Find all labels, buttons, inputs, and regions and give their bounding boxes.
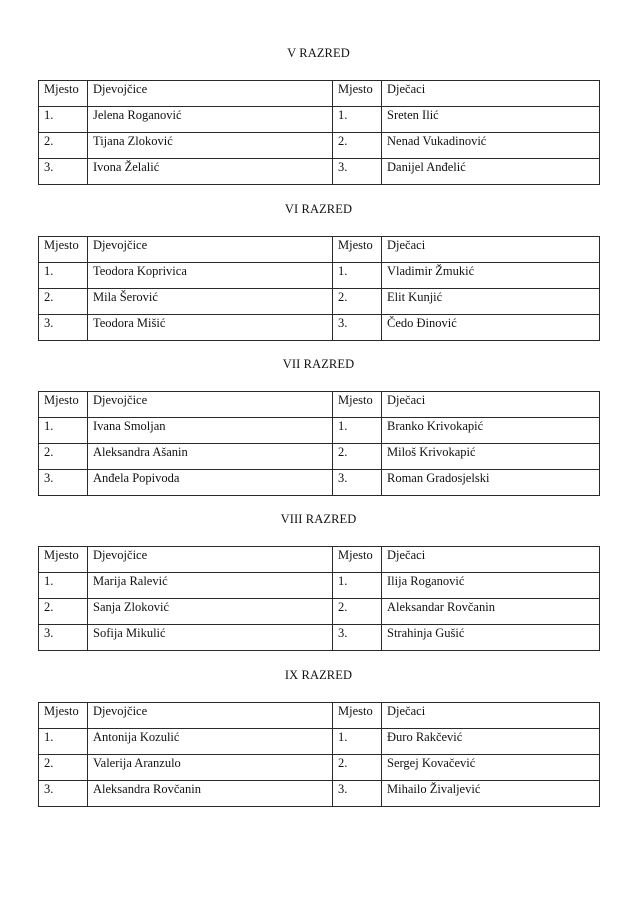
place-boys: 1. <box>333 729 382 755</box>
header-place-boys: Mjesto <box>333 237 382 263</box>
results-table <box>38 391 600 496</box>
boy-name: Aleksandar Rovčanin <box>382 599 600 625</box>
boy-name: Mihailo Živaljević <box>382 781 600 807</box>
table-row <box>39 418 600 444</box>
girl-name: Marija Ralević <box>88 573 333 599</box>
header-girls: Djevojčice <box>88 81 333 107</box>
place-girls: 2. <box>39 133 88 159</box>
table-row <box>39 444 600 470</box>
boy-name: Sreten Ilić <box>382 107 600 133</box>
boy-name: Đuro Rakčević <box>382 729 600 755</box>
place-boys: 3. <box>333 159 382 185</box>
boy-name: Miloš Krivokapić <box>382 444 600 470</box>
grade-heading: VII RAZRED <box>282 357 355 371</box>
place-girls: 3. <box>39 315 88 341</box>
table-row <box>39 755 600 781</box>
table-header-row <box>39 703 600 729</box>
results-table <box>38 546 600 651</box>
place-boys: 1. <box>333 263 382 289</box>
place-boys: 1. <box>333 418 382 444</box>
header-boys: Dječaci <box>382 237 600 263</box>
boy-name: Strahinja Gušić <box>382 625 600 651</box>
boy-name: Roman Gradosjelski <box>382 470 600 496</box>
header-place-boys: Mjesto <box>333 81 382 107</box>
header-place-girls: Mjesto <box>39 547 88 573</box>
girl-name: Tijana Zloković <box>88 133 333 159</box>
place-boys: 2. <box>333 133 382 159</box>
place-boys: 2. <box>333 289 382 315</box>
girl-name: Teodora Mišić <box>88 315 333 341</box>
table-row <box>39 781 600 807</box>
header-girls: Djevojčice <box>88 392 333 418</box>
results-table <box>38 702 600 807</box>
header-place-boys: Mjesto <box>333 392 382 418</box>
header-place-boys: Mjesto <box>333 703 382 729</box>
place-girls: 1. <box>39 418 88 444</box>
girl-name: Jelena Roganović <box>88 107 333 133</box>
table-row <box>39 107 600 133</box>
place-boys: 2. <box>333 444 382 470</box>
header-place-girls: Mjesto <box>39 81 88 107</box>
girl-name: Ivona Želalić <box>88 159 333 185</box>
place-girls: 2. <box>39 599 88 625</box>
place-girls: 2. <box>39 444 88 470</box>
table-row <box>39 159 600 185</box>
place-boys: 3. <box>333 315 382 341</box>
place-girls: 2. <box>39 289 88 315</box>
header-place-girls: Mjesto <box>39 703 88 729</box>
header-boys: Dječaci <box>382 547 600 573</box>
header-boys: Dječaci <box>382 703 600 729</box>
header-place-boys: Mjesto <box>333 547 382 573</box>
place-boys: 2. <box>333 599 382 625</box>
girl-name: Anđela Popivoda <box>88 470 333 496</box>
girl-name: Teodora Koprivica <box>88 263 333 289</box>
table-row <box>39 729 600 755</box>
place-girls: 1. <box>39 729 88 755</box>
place-boys: 2. <box>333 755 382 781</box>
table-row <box>39 133 600 159</box>
place-boys: 3. <box>333 625 382 651</box>
boy-name: Nenad Vukadinović <box>382 133 600 159</box>
table-header-row <box>39 81 600 107</box>
girl-name: Aleksandra Ašanin <box>88 444 333 470</box>
place-girls: 1. <box>39 107 88 133</box>
girl-name: Sofija Mikulić <box>88 625 333 651</box>
table-row <box>39 599 600 625</box>
boy-name: Elit Kunjić <box>382 289 600 315</box>
table-row <box>39 470 600 496</box>
boy-name: Danijel Anđelić <box>382 159 600 185</box>
place-boys: 1. <box>333 573 382 599</box>
header-boys: Dječaci <box>382 81 600 107</box>
table-header-row <box>39 237 600 263</box>
header-boys: Dječaci <box>382 392 600 418</box>
header-girls: Djevojčice <box>88 547 333 573</box>
table-row <box>39 315 600 341</box>
place-girls: 1. <box>39 263 88 289</box>
header-girls: Djevojčice <box>88 703 333 729</box>
girl-name: Mila Šerović <box>88 289 333 315</box>
place-girls: 3. <box>39 470 88 496</box>
grade-heading: VIII RAZRED <box>280 512 357 526</box>
boy-name: Branko Krivokapić <box>382 418 600 444</box>
results-table <box>38 236 600 341</box>
place-girls: 1. <box>39 573 88 599</box>
place-boys: 3. <box>333 470 382 496</box>
grade-heading: VI RAZRED <box>284 202 353 216</box>
place-girls: 2. <box>39 755 88 781</box>
table-row <box>39 263 600 289</box>
boy-name: Vladimir Žmukić <box>382 263 600 289</box>
place-girls: 3. <box>39 159 88 185</box>
girl-name: Sanja Zloković <box>88 599 333 625</box>
table-row <box>39 573 600 599</box>
results-table <box>38 80 600 185</box>
table-header-row <box>39 547 600 573</box>
header-place-girls: Mjesto <box>39 392 88 418</box>
header-place-girls: Mjesto <box>39 237 88 263</box>
table-row <box>39 625 600 651</box>
grade-heading: IX RAZRED <box>284 668 353 682</box>
girl-name: Ivana Smoljan <box>88 418 333 444</box>
girl-name: Antonija Kozulić <box>88 729 333 755</box>
place-boys: 1. <box>333 107 382 133</box>
place-girls: 3. <box>39 781 88 807</box>
table-header-row <box>39 392 600 418</box>
girl-name: Valerija Aranzulo <box>88 755 333 781</box>
girl-name: Aleksandra Rovčanin <box>88 781 333 807</box>
boy-name: Sergej Kovačević <box>382 755 600 781</box>
boy-name: Čedo Đinović <box>382 315 600 341</box>
header-girls: Djevojčice <box>88 237 333 263</box>
table-row <box>39 289 600 315</box>
place-girls: 3. <box>39 625 88 651</box>
boy-name: Ilija Roganović <box>382 573 600 599</box>
place-boys: 3. <box>333 781 382 807</box>
grade-heading: V RAZRED <box>287 46 350 60</box>
